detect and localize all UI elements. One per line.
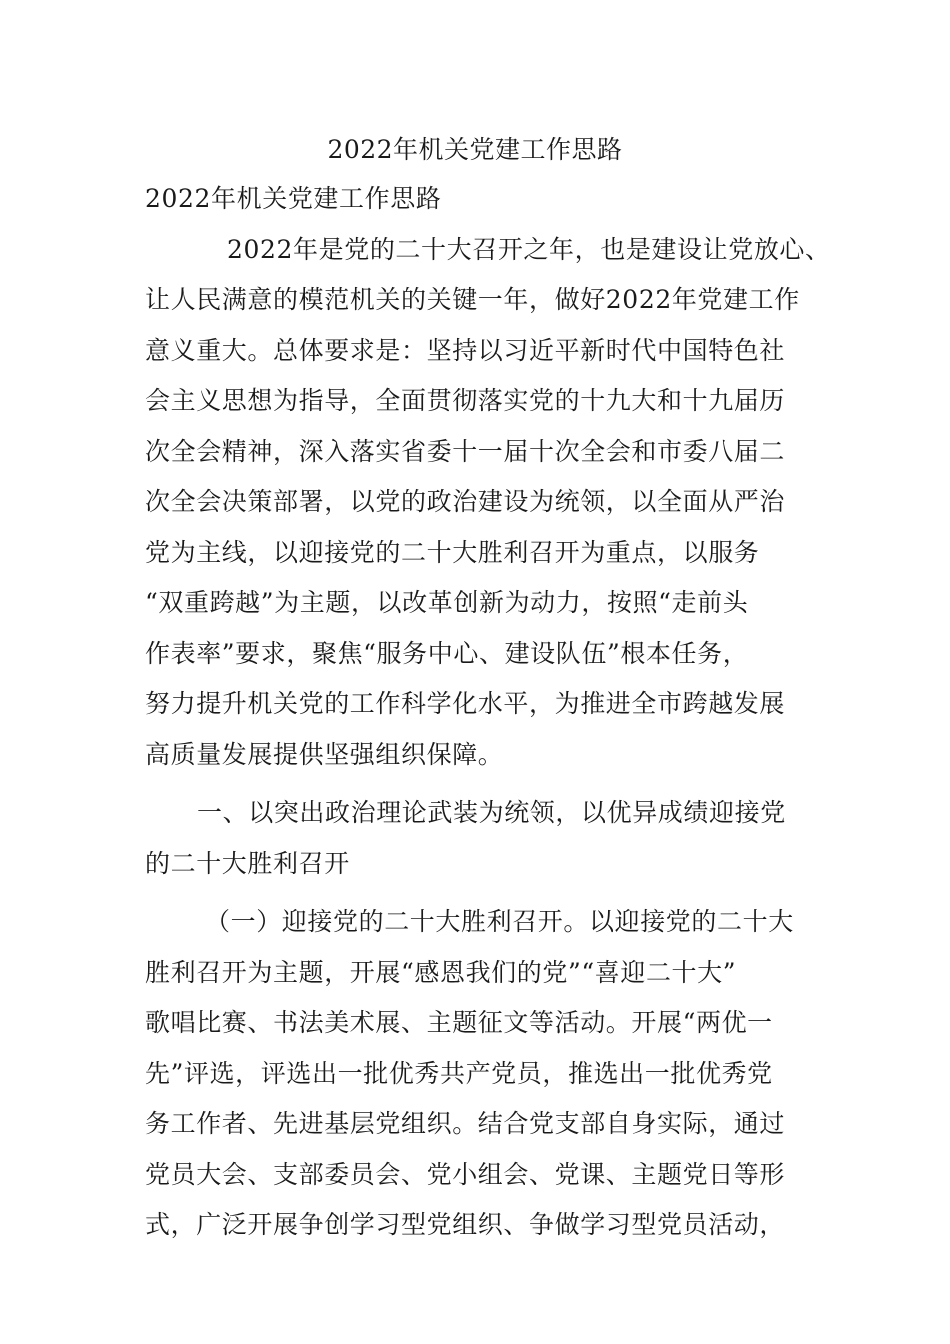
paragraph-line: 党为主线，以迎接党的二十大胜利召开为重点，以服务	[145, 537, 760, 567]
document-title: 2022年机关党建工作思路	[327, 135, 623, 164]
heading-line: 的二十大胜利召开	[145, 848, 350, 878]
document-subtitle: 2022年机关党建工作思路	[145, 184, 442, 213]
paragraph-line: 次全会精神，深入落实省委十一届十次全会和市委八届二	[145, 436, 786, 466]
paragraph-line: 意义重大。总体要求是：坚持以习近平新时代中国特色社	[145, 335, 786, 365]
heading-line: 一、以突出政治理论武装为统领，以优异成绩迎接党	[197, 798, 786, 827]
paragraph-line: 会主义思想为指导，全面贯彻落实党的十九大和十九届历	[145, 386, 786, 415]
paragraph-line: 次全会决策部署，以党的政治建设为统领，以全面从严治	[145, 487, 786, 516]
paragraph-line: 2022年是党的二十大召开之年，也是建设让党放心、	[227, 234, 831, 264]
paragraph-line: “双重跨越”为主题，以改革创新为动力，按照“走前头	[145, 588, 749, 617]
paragraph-line: 式，广泛开展争创学习型党组织、争做学习型党员活动，	[145, 1210, 786, 1239]
paragraph-subsection-1	[145, 904, 817, 1258]
paragraph-line: （一）迎接党的二十大胜利召开。以迎接党的二十大	[205, 907, 794, 936]
paragraph-line: 党员大会、支部委员会、党小组会、党课、主题党日等形	[145, 1159, 786, 1189]
paragraph-line: 务工作者、先进基层党组织。结合党支部自身实际，通过	[145, 1109, 786, 1138]
section-heading-1	[145, 795, 817, 896]
paragraph-overview	[145, 232, 831, 788]
paragraph-line: 高质量发展提供坚强组织保障。	[145, 739, 504, 769]
paragraph-line: 让人民满意的模范机关的关键一年，做好2022年党建工作	[145, 285, 800, 314]
paragraph-line: 努力提升机关党的工作科学化水平，为推进全市跨越发展	[145, 689, 786, 718]
paragraph-line: 歌唱比赛、书法美术展、主题征文等活动。开展“两优一	[145, 1008, 773, 1037]
paragraph-line: 胜利召开为主题，开展“感恩我们的党”“喜迎二十大”	[145, 957, 737, 987]
paragraph-line: 作表率”要求，聚焦“服务中心、建设队伍”根本任务，	[145, 638, 749, 668]
document-body	[145, 181, 831, 1258]
paragraph-line: 先”评选，评选出一批优秀共产党员，推选出一批优秀党	[145, 1058, 773, 1088]
